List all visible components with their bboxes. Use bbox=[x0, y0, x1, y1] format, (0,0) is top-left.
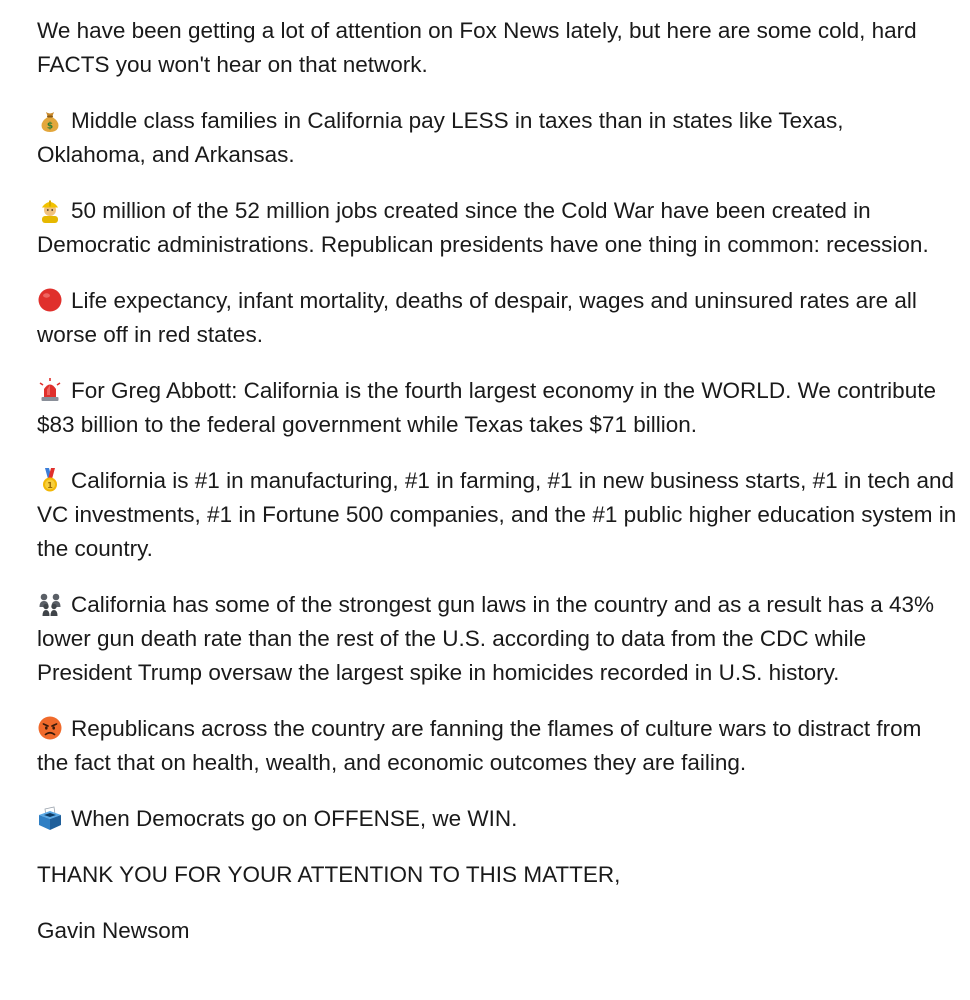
point-number-one-text: California is #1 in manufacturing, #1 in farming, #1 in new business starts, #1 in tech and VC investments, #1 in Fortune 500 companies, and the #1 public higher education system in the country. bbox=[37, 468, 957, 561]
first-place-medal-icon bbox=[37, 467, 63, 493]
svg-text:$: $ bbox=[46, 121, 54, 132]
family-icon bbox=[37, 591, 63, 617]
point-culture-wars bbox=[37, 712, 957, 780]
point-taxes bbox=[37, 104, 957, 172]
point-taxes-text: Middle class families in California pay LESS in taxes than in states like Texas, Oklahoma, and Arkansas. bbox=[37, 108, 844, 167]
point-gun-laws bbox=[37, 588, 957, 690]
svg-text:1: 1 bbox=[47, 481, 53, 490]
money-bag-icon bbox=[37, 107, 63, 133]
point-gun-laws-text: California has some of the strongest gun laws in the country and as a result has a 43% lower gun death rate than the rest of the U.S. according to data from the CDC while President Trump oversaw the largest spike in homicides recorded in U.S. history. bbox=[37, 592, 934, 685]
point-number-one bbox=[37, 464, 957, 566]
construction-worker-icon bbox=[37, 197, 63, 223]
signature: Gavin Newsom bbox=[37, 918, 190, 943]
point-red-states bbox=[37, 284, 957, 352]
angry-face-icon bbox=[37, 715, 63, 741]
police-light-icon bbox=[37, 377, 63, 403]
closing-line: THANK YOU FOR YOUR ATTENTION TO THIS MATTER, bbox=[37, 862, 621, 887]
point-jobs-text: 50 million of the 52 million jobs created since the Cold War have been created in Democratic administrations. Republican presidents have one thing in common: recession. bbox=[37, 198, 929, 257]
point-economy bbox=[37, 374, 957, 442]
intro-paragraph: We have been getting a lot of attention on Fox News lately, but here are some cold, hard FACTS you won't hear on that network. bbox=[37, 18, 917, 77]
point-culture-wars-text: Republicans across the country are fanning the flames of culture wars to distract from the fact that on health, wealth, and economic outcomes they are failing. bbox=[37, 716, 922, 775]
point-jobs bbox=[37, 194, 957, 262]
red-circle-icon bbox=[37, 287, 63, 313]
statement-document bbox=[37, 14, 957, 970]
point-economy-text: For Greg Abbott: California is the fourth largest economy in the WORLD. We contribute $83 billion to the federal government while Texas takes $71 billion. bbox=[37, 378, 936, 437]
point-offense bbox=[37, 802, 957, 836]
ballot-box-icon bbox=[37, 805, 63, 831]
point-red-states-text: Life expectancy, infant mortality, deaths of despair, wages and uninsured rates are all worse off in red states. bbox=[37, 288, 917, 347]
point-offense-text: When Democrats go on OFFENSE, we WIN. bbox=[71, 806, 518, 831]
